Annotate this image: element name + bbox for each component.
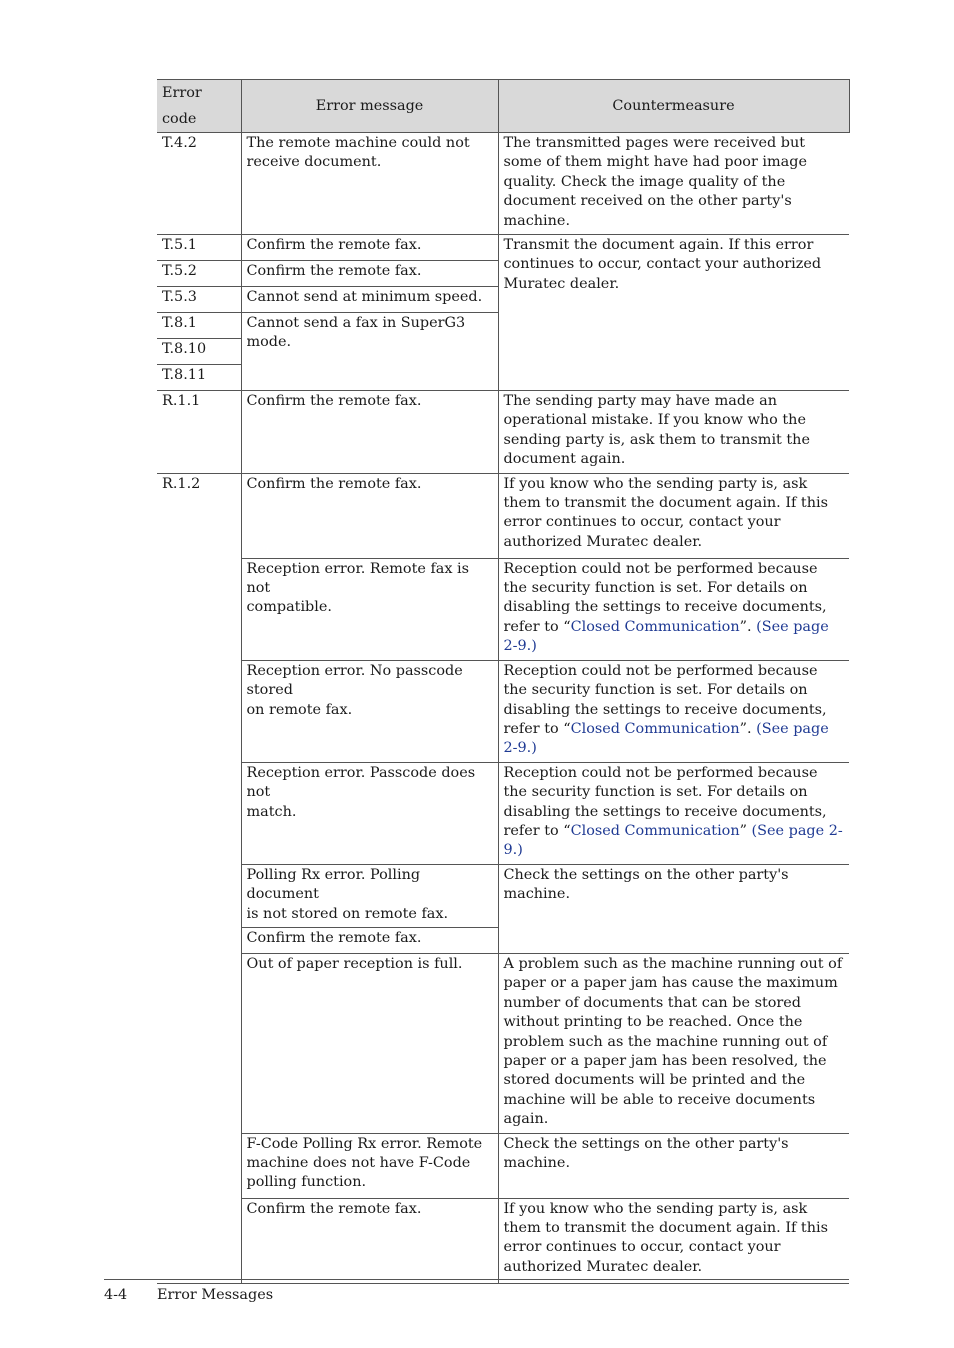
countermeasure-cell: Check the settings on the other party's machine. (498, 864, 849, 953)
error-message-cell: Confirm the remote fax. (241, 391, 498, 474)
error-message-cell: Reception error. Passcode does not match. (241, 762, 498, 864)
countermeasure-text: Reception could not be performed because the security function is set. For details on disabling the settings to receive documents, refer to “ (503, 662, 827, 737)
countermeasure-cell: If you know who the sending party is, ask them to transmit the document again. If this error continues to occur, contact your authorized Muratec dealer. (498, 473, 849, 558)
table-row (157, 391, 849, 474)
error-table (157, 79, 850, 1284)
error-message-cell: Confirm the remote fax. (241, 1198, 498, 1283)
page-number: 4-4 (104, 1287, 128, 1303)
error-code-cell: T.5.1 (157, 235, 241, 261)
error-message-cell: Reception error. No passcode stored on remote fax. (241, 660, 498, 762)
quote-close: ”. (739, 618, 757, 635)
error-message-cell: Confirm the remote fax. (241, 235, 498, 261)
footer-divider (104, 1279, 849, 1280)
table-row (157, 1198, 849, 1283)
countermeasure-cell: If you know who the sending party is, ask them to transmit the document again. If this error continues to occur, contact your authorized Muratec dealer. (498, 1198, 849, 1283)
error-code-cell: T.8.10 (157, 339, 241, 365)
error-message-cell: F-Code Polling Rx error. Remote machine does not have F-Code polling function. (241, 1133, 498, 1198)
table-row (157, 864, 849, 927)
error-message-cell: Cannot send at minimum speed. (241, 287, 498, 313)
table-row (157, 660, 849, 762)
error-message-cell: Out of paper reception is full. (241, 953, 498, 1133)
error-code-cell: T.4.2 (157, 133, 241, 235)
countermeasure-text: Reception could not be performed because the security function is set. For details on disabling the settings to receive documents, refer to “ (503, 560, 827, 635)
error-code-cell (157, 927, 241, 953)
countermeasure-cell: Check the settings on the other party's machine. (498, 1133, 849, 1198)
error-message-cell: Confirm the remote fax. (241, 473, 498, 558)
error-message-cell: Cannot send a fax in SuperG3 mode. (241, 313, 498, 391)
countermeasure-cell: The sending party may have made an operational mistake. If you know who the sending party is, ask them to transmit the document again. (498, 391, 849, 474)
table-row (157, 762, 849, 864)
footer-section-title: Error Messages (157, 1287, 274, 1303)
closed-communication-link[interactable]: Closed Communication (570, 822, 740, 839)
see-page-link[interactable]: (See page 2-9.) (503, 720, 829, 757)
countermeasure-cell: A problem such as the machine running out of paper or a paper jam has cause the maximum number of documents that can be stored without printing to be reached. Once the problem such as the machine running out of paper or a paper jam has been resolved, the stored documents will be printed and the machine will be able to receive documents again. (498, 953, 849, 1133)
header-countermeasure: Countermeasure (498, 80, 849, 133)
error-code-cell: T.5.2 (157, 261, 241, 287)
error-code-cell (157, 1198, 241, 1283)
countermeasure-text: Reception could not be performed because the security function is set. For details on disabling the settings to receive documents, refer to “ (503, 764, 827, 839)
error-code-cell: R.1.1 (157, 391, 241, 474)
table-row (157, 953, 849, 1133)
error-code-cell (157, 1133, 241, 1198)
table-row (157, 1133, 849, 1198)
error-code-cell: T.8.1 (157, 313, 241, 339)
see-page-link[interactable]: (See page 2-9.) (503, 618, 829, 655)
error-code-cell (157, 864, 241, 927)
closed-communication-link[interactable]: Closed Communication (570, 618, 740, 635)
error-message-cell: The remote machine could not receive document. (241, 133, 498, 235)
error-code-cell: R.1.2 (157, 473, 241, 558)
quote-close: ”. (739, 720, 757, 737)
error-code-cell (157, 660, 241, 762)
see-page-link[interactable]: (See page 2-9.) (503, 822, 843, 859)
countermeasure-cell: Transmit the document again. If this error continues to occur, contact your authorized Muratec dealer. (498, 235, 849, 391)
countermeasure-cell (498, 762, 849, 864)
table-row (157, 133, 849, 235)
countermeasure-cell (498, 660, 849, 762)
error-code-cell (157, 762, 241, 864)
table-row (157, 558, 849, 660)
table-row (157, 235, 849, 261)
countermeasure-cell (498, 558, 849, 660)
error-code-cell (157, 953, 241, 1133)
table-row (157, 473, 849, 558)
closed-communication-link[interactable]: Closed Communication (570, 720, 740, 737)
quote-close: ” (739, 822, 752, 839)
error-message-cell: Reception error. Remote fax is not compatible. (241, 558, 498, 660)
header-error-message: Error message (241, 80, 498, 133)
table-header-row (157, 80, 849, 133)
countermeasure-cell: The transmitted pages were received but some of them might have had poor image quality. Check the image quality of the document received on the other party's machine. (498, 133, 849, 235)
error-message-cell: Confirm the remote fax. (241, 261, 498, 287)
header-error-code: Error code (157, 80, 241, 133)
error-code-cell (157, 558, 241, 660)
error-code-cell: T.5.3 (157, 287, 241, 313)
error-message-cell: Polling Rx error. Polling document is not stored on remote fax. (241, 864, 498, 927)
error-message-cell: Confirm the remote fax. (241, 927, 498, 953)
error-code-cell: T.8.11 (157, 365, 241, 391)
